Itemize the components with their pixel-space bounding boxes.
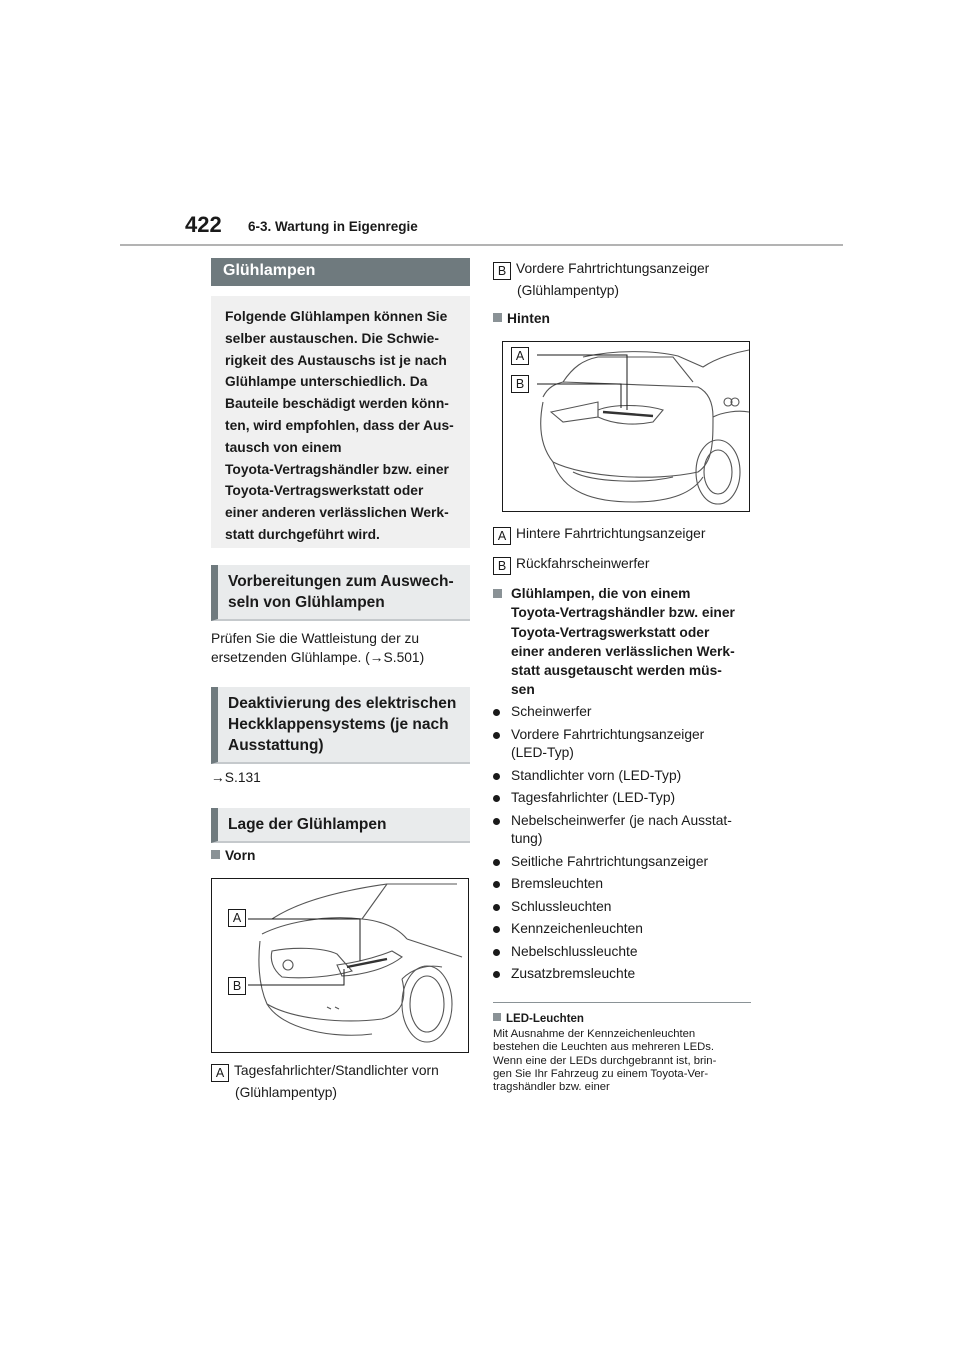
list-item-text: Vordere Fahrtrichtungsanzeiger (511, 726, 705, 742)
location-heading-text: Lage der Glühlampen (228, 816, 387, 833)
list-item-text: Nebelschlussleuchte (511, 943, 638, 959)
intro-line: einer anderen verlässlichen Werk- (225, 505, 449, 521)
list-item (493, 812, 753, 849)
intro-line: tausch von einem (225, 439, 342, 455)
bullet-dot-icon (493, 926, 500, 933)
list-item-text: Tagesfahrlichter (LED-Typ) (511, 790, 676, 805)
bullet-dot-icon (493, 859, 500, 866)
rear-legend-a-text: Hintere Fahrtrichtungsanzeiger (516, 526, 706, 541)
marker-a: A (211, 1064, 229, 1082)
square-bullet-icon (211, 850, 220, 859)
intro-line: Folgende Glühlampen können Sie (225, 309, 448, 324)
square-bullet-icon (493, 313, 502, 322)
callout-line-b (248, 969, 344, 985)
deactivation-heading (211, 687, 470, 764)
bullet-dot-icon (493, 732, 500, 739)
note-line: bestehen die Leuchten aus mehreren LEDs. (493, 1041, 715, 1054)
bullet-dot-icon (493, 881, 500, 888)
note-divider (493, 1002, 751, 1003)
dealer-heading-line: Toyota-Vertragshändler bzw. einer (511, 605, 735, 621)
front-legend-a-text2: (Glühlampentyp) (235, 1085, 337, 1100)
list-item-text: Scheinwerfer (511, 704, 592, 719)
rear-callout-a: A (511, 347, 529, 365)
marker-a: A (493, 527, 511, 545)
location-heading (211, 808, 470, 843)
square-bullet-icon (493, 589, 502, 598)
intro-line: selber austauschen. Die Schwie- (225, 330, 439, 346)
note-heading (493, 1009, 584, 1027)
list-item (493, 875, 753, 894)
front-heading (211, 848, 255, 863)
rear-callout-b: B (511, 375, 529, 393)
intro-line: Toyota-Vertragswerkstatt oder (225, 483, 424, 499)
dealer-heading-line: Glühlampen, die von einem (511, 586, 691, 601)
front-car-illustration (212, 879, 468, 1052)
bullet-dot-icon (493, 709, 500, 716)
list-item (493, 703, 753, 722)
intro-box (211, 296, 470, 548)
bullet-dot-icon (493, 971, 500, 978)
front-legend-b-text2: (Glühlampentyp) (517, 283, 619, 298)
bullet-dot-icon (493, 949, 500, 956)
header-divider (120, 244, 843, 246)
front-callout-b: B (228, 977, 246, 995)
deactivation-heading-line: Deaktivierung des elektrischen (228, 695, 457, 712)
list-item (493, 767, 753, 786)
intro-line: ten, wird empfohlen, dass der Aus- (225, 417, 454, 433)
rear-heading (493, 311, 550, 326)
list-item-text: Seitliche Fahrtrichtungsanzeiger (511, 853, 709, 869)
prep-text-line: Prüfen Sie die Wattleistung der zu (211, 631, 420, 646)
list-item-text: Schlussleuchten (511, 898, 612, 914)
front-callout-a: A (228, 909, 246, 927)
note-body (493, 1028, 753, 1094)
rear-heading-text: Hinten (507, 311, 550, 326)
front-legend-b (493, 258, 753, 301)
bullet-dot-icon (493, 795, 500, 802)
list-item-text: Standlichter vorn (LED-Typ) (511, 767, 682, 783)
prep-heading-line: Vorbereitungen zum Auswech- (228, 573, 454, 590)
list-item (493, 726, 753, 763)
front-heading-text: Vorn (225, 848, 256, 863)
deactivation-heading-line: Heckklappensystems (je nach (228, 716, 449, 733)
deactivation-reference: →S.131 (211, 770, 261, 785)
rear-legend-a (493, 523, 753, 545)
note-title: LED-Leuchten (506, 1013, 584, 1025)
bullet-dot-icon (493, 818, 500, 825)
prep-text (211, 629, 471, 667)
note-line: gen Sie Ihr Fahrzeug zu einem Toyota-Ver- (493, 1067, 709, 1080)
intro-line: Glühlampe unterschiedlich. Da (225, 374, 428, 390)
front-legend-a-text: Tagesfahrlichter/Standlichter vorn (234, 1063, 439, 1078)
list-item (493, 853, 753, 872)
front-legend-b-text: Vordere Fahrtrichtungsanzeiger (516, 261, 710, 276)
intro-line: statt durchgeführt wird. (225, 526, 380, 542)
note-line: tragshändler bzw. einer (493, 1081, 610, 1094)
note-line: Wenn eine der LEDs durchgebrannt ist, brin- (493, 1054, 717, 1067)
list-item-text: Nebelscheinwerfer (je nach Ausstat- (511, 812, 732, 828)
prep-heading (211, 565, 470, 621)
callout-line-a (248, 919, 360, 961)
list-item-text2: tung) (511, 831, 543, 846)
page-number: 422 (185, 212, 222, 237)
intro-line: Bauteile beschädigt werden könn- (225, 396, 449, 412)
rear-car-illustration (503, 342, 749, 511)
main-title: Glühlampen (223, 262, 316, 279)
intro-line: rigkeit des Austauschs ist je nach (225, 352, 447, 368)
prep-text-line: ersetzenden Glühlampe. (→S.501) (211, 650, 425, 665)
list-item-text2: (LED-Typ) (511, 745, 574, 760)
bullet-dot-icon (493, 904, 500, 911)
list-item-text: Bremsleuchten (511, 876, 604, 891)
list-item (493, 943, 753, 962)
dealer-heading-line: sen (511, 682, 535, 698)
dealer-heading (493, 584, 753, 700)
prep-heading-line: seln von Glühlampen (228, 594, 385, 611)
square-bullet-icon (493, 1013, 501, 1021)
main-title-bar (211, 258, 470, 286)
marker-b: B (493, 262, 511, 280)
section-title: 6-3. Wartung in Eigenregie (248, 219, 418, 234)
list-item (493, 789, 753, 808)
list-item-text: Zusatzbremsleuchte (511, 966, 636, 981)
rear-legend-b-text: Rückfahrscheinwerfer (516, 556, 650, 571)
list-item (493, 898, 753, 917)
bullet-dot-icon (493, 773, 500, 780)
dealer-heading-line: einer anderen verlässlichen Werk- (511, 643, 735, 659)
dealer-list (493, 703, 753, 988)
intro-line: Toyota-Vertragshändler bzw. einer (225, 461, 449, 477)
rear-car-figure (502, 341, 750, 512)
marker-b: B (493, 557, 511, 575)
front-car-figure (211, 878, 469, 1053)
dealer-heading-line: statt ausgetauscht werden müs- (511, 663, 722, 679)
list-item (493, 920, 753, 939)
list-item (493, 965, 753, 984)
front-legend-a (211, 1060, 471, 1103)
deactivation-heading-line: Ausstattung) (228, 737, 324, 754)
note-line: Mit Ausnahme der Kennzeichenleuchten (493, 1028, 696, 1040)
rear-legend-b (493, 553, 753, 575)
dealer-heading-line: Toyota-Vertragswerkstatt oder (511, 624, 710, 640)
list-item-text: Kennzeichenleuchten (511, 921, 643, 936)
